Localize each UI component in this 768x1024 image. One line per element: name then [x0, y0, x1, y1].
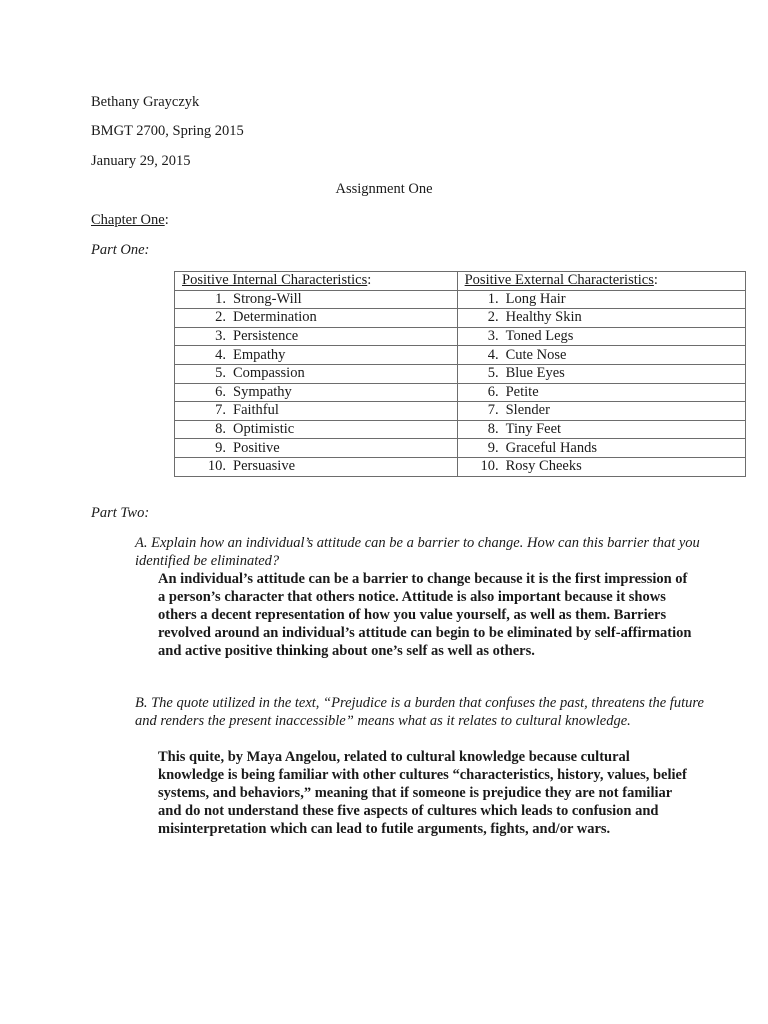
item-number: 5. — [215, 365, 226, 382]
date-line: January 29, 2015 — [91, 153, 191, 169]
item-number: 4. — [487, 346, 499, 363]
part-two-label: Part Two: — [91, 505, 150, 521]
internal-cell — [175, 327, 458, 346]
table-row — [175, 420, 746, 439]
question-b: B. The quote utilized in the text, “Prejudice is a burden that confuses the past, threatens the future and renders the present inaccessible” means what as it relates to cultural knowledge. — [135, 695, 704, 729]
item-number: 4. — [215, 346, 226, 363]
question-a: A. Explain how an individual’s attitude can be a barrier to change. How can this barrier that you identified be eliminated? — [135, 535, 700, 569]
item-text: Tiny Feet — [505, 421, 562, 438]
answer-b: This quite, by Maya Angelou, related to cultural knowledge because cultural knowledge is being familiar with other cultures “characteristics, history, values, belief systems, and behaviors,” meaning that if someone is prejudice they are not familiar and do not understand these five aspects of cultures which leads to confusion and misinterpretation which can lead to futile arguments, fights, and/or wars. — [158, 749, 687, 837]
table-body — [175, 290, 746, 476]
item-number: 5. — [487, 365, 499, 382]
table-row — [175, 439, 746, 458]
item-text: Faithful — [233, 402, 279, 419]
internal-cell — [175, 346, 458, 365]
external-cell — [457, 346, 745, 365]
characteristics-table — [174, 271, 746, 477]
chapter-colon: : — [164, 212, 169, 228]
table-row — [175, 346, 746, 365]
course-line: BMGT 2700, Spring 2015 — [91, 123, 244, 139]
item-number: 2. — [215, 309, 226, 326]
assignment-title: Assignment One — [335, 181, 433, 197]
internal-cell — [175, 457, 458, 476]
item-text: Long Hair — [505, 290, 566, 307]
answer-a: An individual’s attitude can be a barrier to change because it is the first impression of a person’s character that others notice. Attitude is also important because it shows others a decent representation of how you value yourself, as well as them. Barriers revolved around an individual’s attitude can begin to be eliminated by self-affirmation and active positive thinking about one’s self as well as others. — [158, 571, 692, 659]
item-text: Determination — [233, 309, 317, 326]
item-number: 1. — [215, 290, 226, 307]
item-number: 9. — [215, 439, 226, 456]
item-text: Sympathy — [233, 383, 292, 400]
table-row — [175, 309, 746, 328]
item-text: Rosy Cheeks — [505, 458, 582, 475]
external-cell — [457, 383, 745, 402]
external-header-label: Positive External Characteristics — [464, 272, 654, 289]
internal-cell — [175, 290, 458, 309]
item-text: Slender — [505, 402, 550, 419]
external-cell — [457, 420, 745, 439]
external-cell — [457, 402, 745, 421]
internal-header: Positive Internal Characteristics: — [175, 272, 458, 291]
item-number: 3. — [215, 328, 226, 345]
chapter-label: Chapter One — [91, 212, 165, 228]
external-cell — [457, 309, 745, 328]
item-number: 10. — [207, 458, 226, 475]
external-header: Positive External Characteristics: — [457, 272, 745, 291]
item-text: Optimistic — [233, 421, 295, 438]
item-text: Compassion — [233, 365, 305, 382]
part-one-label: Part One: — [91, 242, 150, 258]
internal-cell — [175, 309, 458, 328]
item-number: 8. — [487, 421, 499, 438]
table-row — [175, 364, 746, 383]
item-text: Healthy Skin — [505, 309, 582, 326]
item-text: Cute Nose — [505, 346, 567, 363]
table-row — [175, 327, 746, 346]
item-text: Empathy — [233, 346, 286, 363]
table-row — [175, 457, 746, 476]
author-name: Bethany Grayczyk — [91, 94, 200, 110]
internal-cell — [175, 402, 458, 421]
item-number: 8. — [215, 421, 226, 438]
item-text: Persuasive — [233, 458, 296, 475]
item-text: Graceful Hands — [505, 439, 597, 456]
external-cell — [457, 327, 745, 346]
item-number: 6. — [215, 383, 226, 400]
item-number: 6. — [487, 383, 499, 400]
external-cell — [457, 364, 745, 383]
item-number: 7. — [215, 402, 226, 419]
item-text: Positive — [233, 439, 280, 456]
item-number: 2. — [487, 309, 499, 326]
item-number: 10. — [480, 458, 499, 475]
item-number: 9. — [487, 439, 499, 456]
item-text: Blue Eyes — [505, 365, 565, 382]
internal-cell — [175, 364, 458, 383]
table-row — [175, 402, 746, 421]
table-row — [175, 290, 746, 309]
internal-cell — [175, 420, 458, 439]
item-text: Persistence — [233, 328, 299, 345]
item-text: Petite — [505, 383, 539, 400]
chapter-heading — [91, 212, 169, 229]
internal-cell — [175, 439, 458, 458]
item-number: 1. — [487, 290, 499, 307]
external-cell — [457, 290, 745, 309]
internal-cell — [175, 383, 458, 402]
item-text: Toned Legs — [505, 328, 574, 345]
table-row — [175, 383, 746, 402]
item-number: 7. — [487, 402, 499, 419]
external-cell — [457, 457, 745, 476]
external-cell — [457, 439, 745, 458]
item-text: Strong-Will — [233, 290, 302, 307]
table-header-row — [175, 272, 746, 291]
item-number: 3. — [487, 328, 499, 345]
internal-header-label: Positive Internal Characteristics — [182, 272, 368, 289]
